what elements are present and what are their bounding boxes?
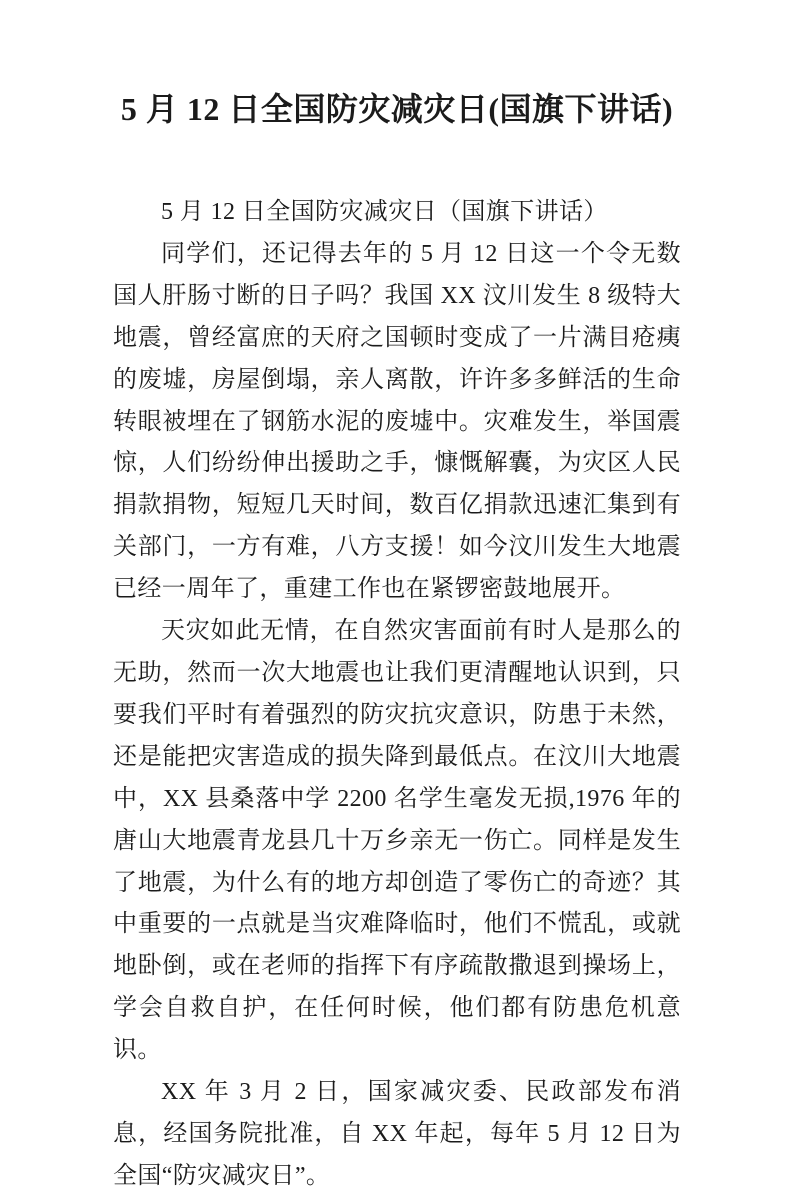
- paragraph-earthquake-memory: 同学们，还记得去年的 5 月 12 日这一个令无数国人肝肠寸断的日子吗？我国 XX 汶川发生 8 级特大地震，曾经富庶的天府之国顿时变成了一片满目疮痍的废墟，房屋倒塌，亲人离散，许许多多鲜活的生命转眼被埋在了钢筋水泥的废墟中。灾难发生，举国震惊，人们纷纷伸出援助之手，慷慨解囊，为灾区人民捐款捐物，短短几天时间，数百亿捐款迅速汇集到有关部门，一方有难，八方支援！如今汶川发生大地震已经一周年了，重建工作也在紧锣密鼓地展开。: [113, 240, 681, 603]
- document-title: 5 月 12 日全国防灾减灾日(国旗下讲话): [120, 91, 674, 127]
- paragraph-heading-line: 5 月 12 日全国防灾减灾日（国旗下讲话）: [161, 199, 608, 225]
- paragraph-disaster-awareness: 天灾如此无情，在自然灾害面前有时人是那么的无助，然而一次大地震也让我们更清醒地认识到，只要我们平时有着强烈的防灾抗灾意识，防患于未然，还是能把灾害造成的损失降到最低点。在汶川大地震中，XX 县桑落中学 2200 名学生毫发无损,1976 年的唐山大地震青龙县几十万乡亲无一伤亡。同样是发生了地震，为什么有的地方却创造了零伤亡的奇迹？其中重要的一点就是当灾难降临时，他们不慌乱，或就地卧倒，或在老师的指挥下有序疏散撒退到操场上，学会自救自护，在任何时候，他们都有防患危机意识。: [113, 618, 681, 1064]
- paragraph-national-day-announcement: XX 年 3 月 2 日，国家减灾委、民政部发布消息，经国务院批准，自 XX 年起，每年 5 月 12 日为全国“防灾减灾日”。: [113, 1079, 681, 1189]
- document-body: [113, 192, 681, 1198]
